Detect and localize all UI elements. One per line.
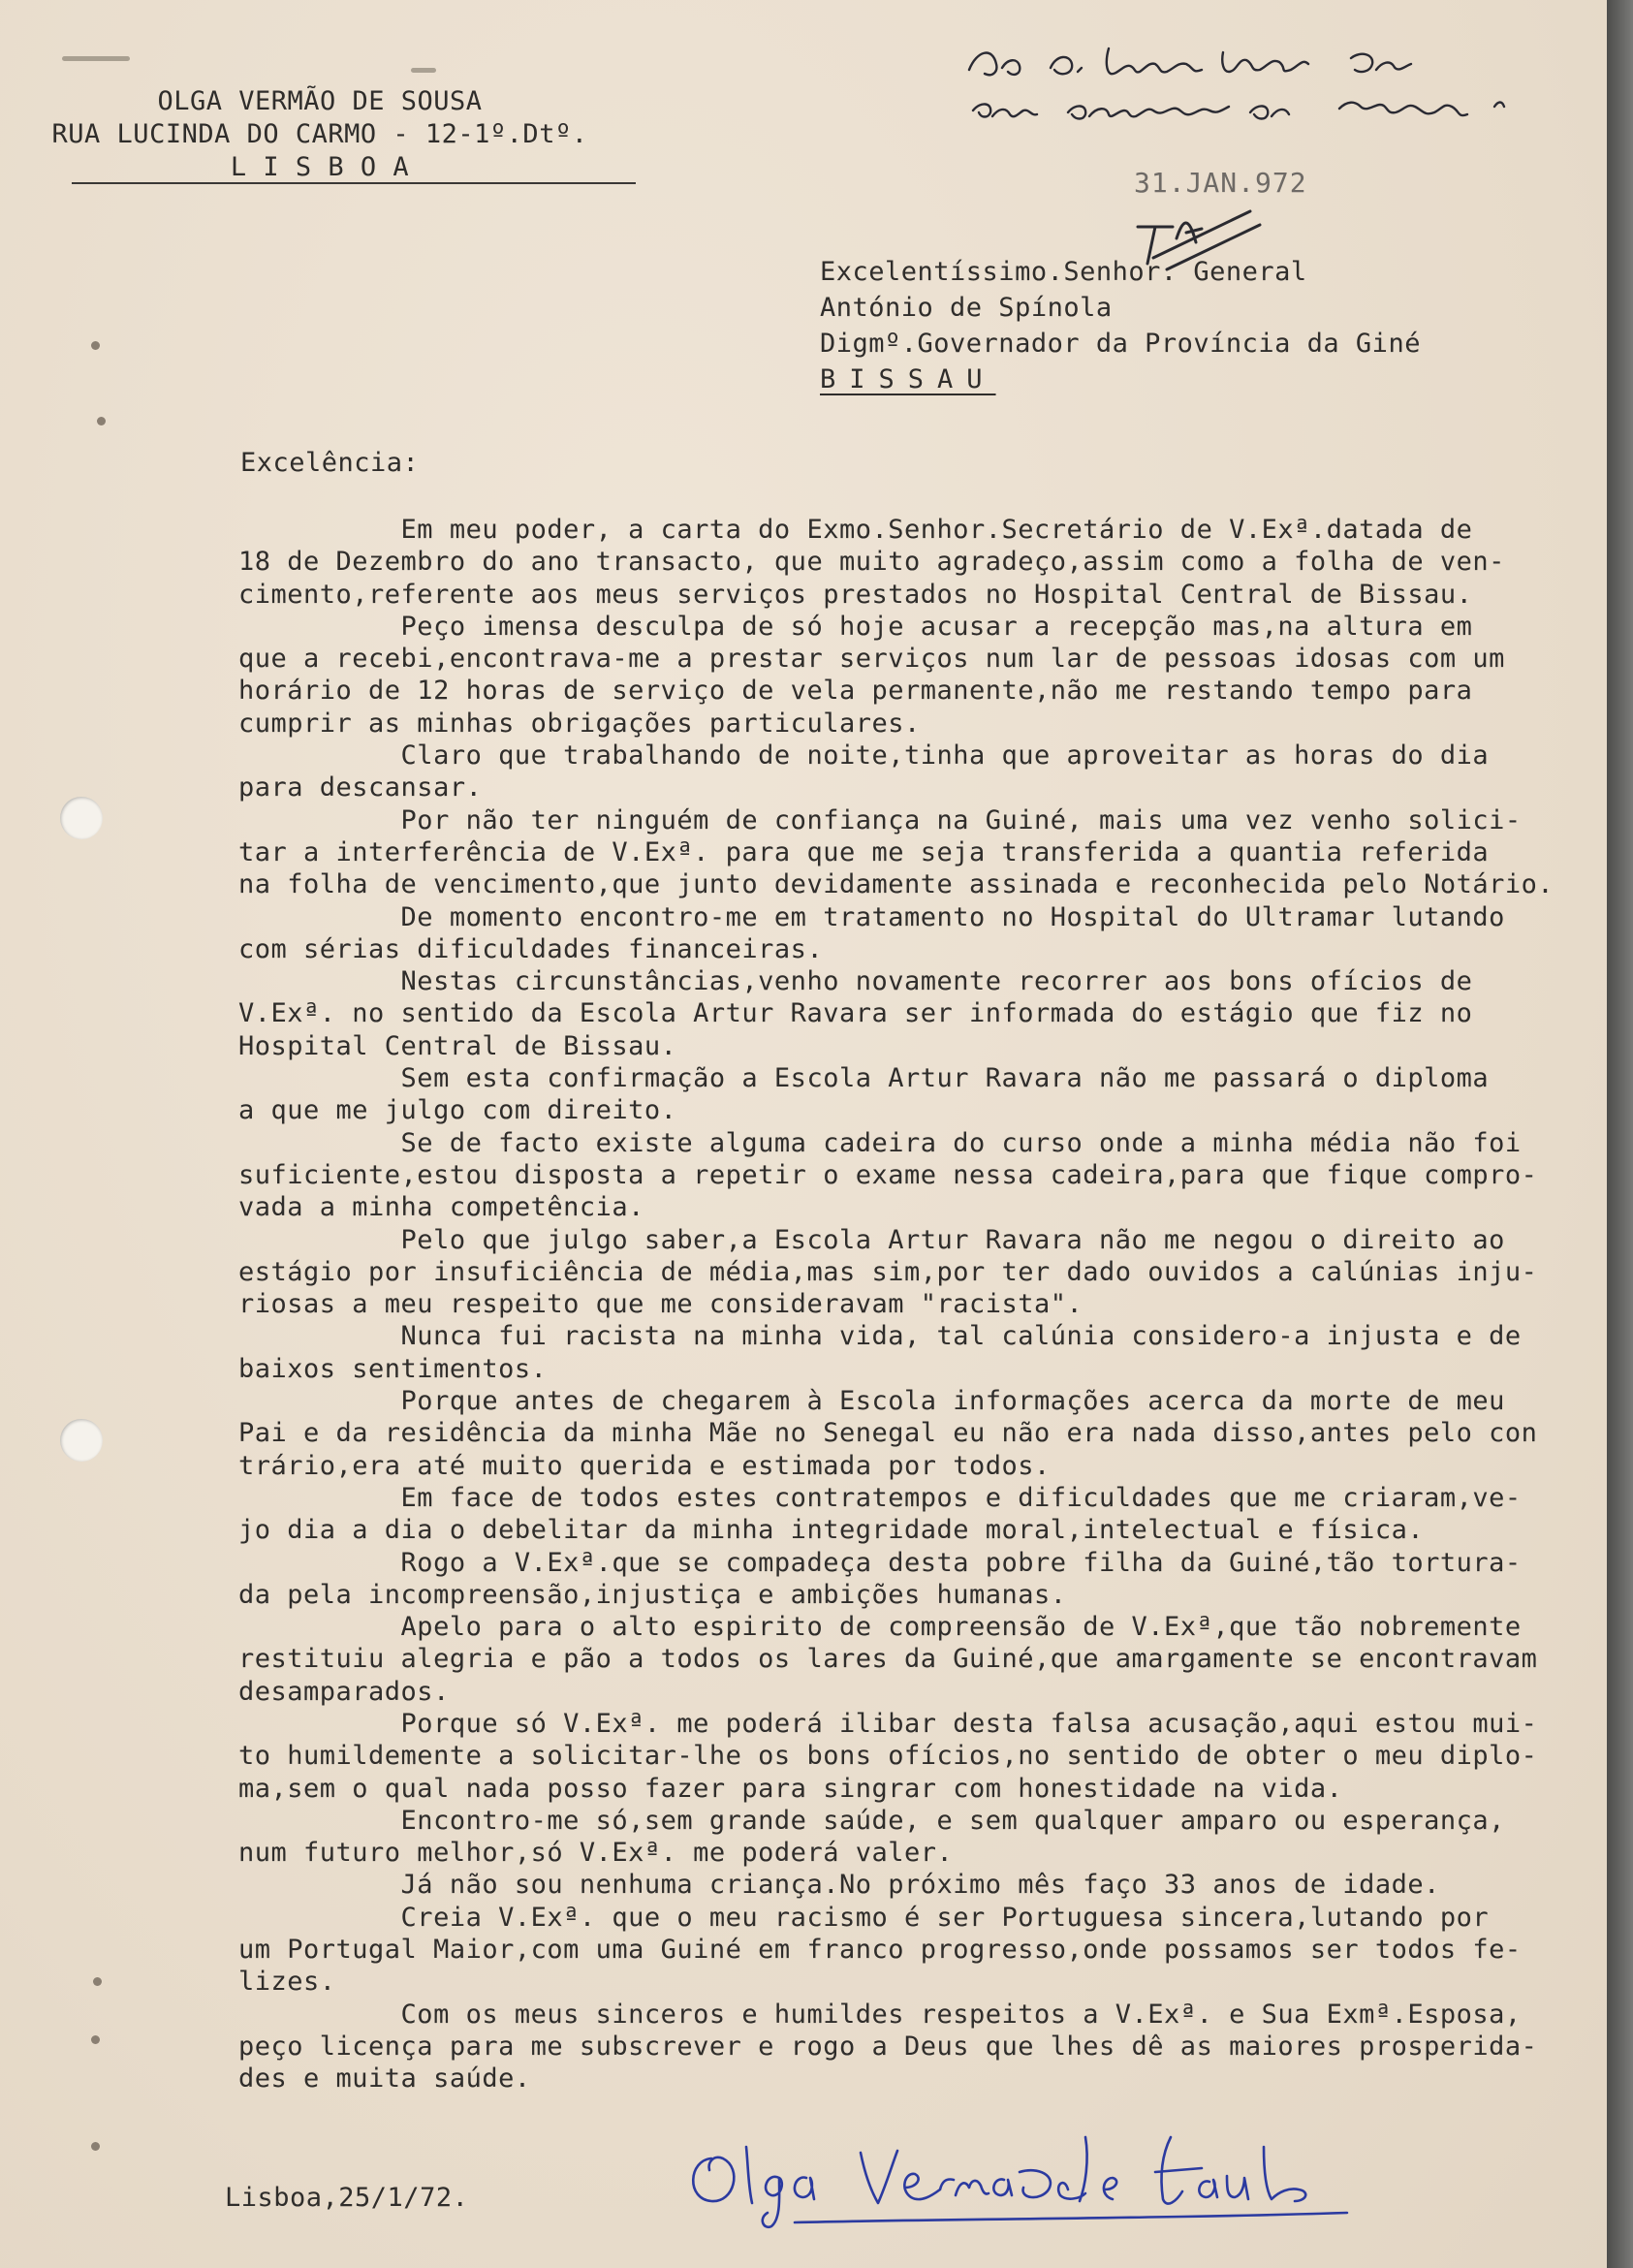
letter-line: Por não ter ninguém de confiança na Guiné, mais uma vez venho solici- (238, 804, 1522, 835)
letter-line: para descansar. (238, 772, 483, 803)
letter-line: Apelo para o alto espirito de compreensão de V.Exª,que tão nobremente (238, 1612, 1522, 1643)
recipient-city: BISSAU (820, 364, 996, 394)
letter-line: na folha de vencimento,que junto devidamente assinada e reconhecida pelo Notário. (238, 869, 1554, 900)
recipient-block (820, 254, 1421, 397)
letter-line: horário de 12 horas de serviço de vela permanente,não me restando tempo para (238, 676, 1473, 707)
letter-line: Porque só V.Exª. me poderá ilibar desta falsa acusação,aqui estou mui- (238, 1708, 1538, 1739)
recipient-title: Excelentíssimo.Senhor. General (820, 257, 1307, 287)
paper-smudge (62, 56, 130, 61)
letter-line: Pai e da residência da minha Mãe no Senegal eu não era nada disso,antes pelo con (238, 1418, 1538, 1449)
letter-line: cumprir as minhas obrigações particulares. (238, 708, 921, 739)
letter-line: da pela incompreensão,injustiça e ambições humanas. (238, 1579, 1067, 1610)
sender-underline (72, 182, 636, 184)
letter-line: Em face de todos estes contratempos e dificuldades que me criaram,ve- (238, 1482, 1522, 1513)
letter-line: peço licença para me subscrever e rogo a Deus que lhes dê as maiores prosperida- (238, 2031, 1538, 2062)
sender-block (0, 85, 640, 184)
salutation: Excelência: (240, 448, 420, 478)
letter-line: com sérias dificuldades financeiras. (238, 933, 824, 964)
letter-line: um Portugal Maior,com uma Guiné em franco progresso,onde possamos ser todos fe- (238, 1935, 1522, 1966)
handwritten-annotation-scribble (963, 29, 1584, 136)
letter-line: trário,era até muito querida e estimada por todos. (238, 1450, 1051, 1481)
letter-line: Nestas circunstâncias,venho novamente recorrer aos bons ofícios de (238, 966, 1473, 997)
letter-line: De momento encontro-me em tratamento no Hospital do Ultramar lutando (238, 901, 1505, 932)
letter-line: lizes. (238, 1967, 336, 1998)
handwritten-annotation (963, 29, 1584, 136)
letter-line: Em meu poder, a carta do Exmo.Senhor.Secretário de V.Exª.datada de (238, 515, 1473, 545)
scan-edge (1607, 0, 1633, 2268)
letter-line: Sem esta confirmação a Escola Artur Ravara não me passará o diploma (238, 1063, 1490, 1094)
staple-mark (97, 417, 106, 425)
letter-line: cimento,referente aos meus serviços prestados no Hospital Central de Bissau. (238, 579, 1473, 610)
letter-line: des e muita saúde. (238, 2063, 531, 2095)
letter-line: a que me julgo com direito. (238, 1095, 677, 1126)
letter-line: to humildemente a solicitar-lhe os bons ofícios,no sentido de obter o meu diplo- (238, 1741, 1538, 1772)
punch-hole (60, 1419, 103, 1462)
letter-line: Já não sou nenhuma criança.No próximo mês faço 33 anos de idade. (238, 1870, 1440, 1901)
sender-address: RUA LUCINDA DO CARMO - 12-1º.Dtº. (51, 119, 588, 149)
letter-line: ma,sem o qual nada posso fazer para singrar com honestidade na vida. (238, 1773, 1343, 1804)
letter-line: desamparados. (238, 1676, 450, 1707)
letter-line: num futuro melhor,só V.Exª. me poderá valer. (238, 1838, 954, 1869)
paper-smudge (411, 68, 436, 73)
letter-line: Peço imensa desculpa de só hoje acusar a recepção mas,na altura em (238, 611, 1473, 642)
letter-line: Nunca fui racista na minha vida, tal calúnia considero-a injusta e de (238, 1321, 1522, 1352)
punch-hole (60, 797, 103, 839)
letter-line: estágio por insuficiência de média,mas sim,por ter dado ouvidos a calúnias inju- (238, 1256, 1538, 1287)
letter-line: suficiente,estou disposta a repetir o exame nessa cadeira,para que fique compro- (238, 1159, 1538, 1190)
letter-line: tar a interferência de V.Exª. para que me seja transferida a quantia referida (238, 836, 1490, 867)
signature (678, 2118, 1376, 2234)
letter-line: Pelo que julgo saber,a Escola Artur Ravara não me negou o direito ao (238, 1224, 1505, 1255)
sender-city: L I S B O A (230, 152, 410, 182)
letter-line: Com os meus sinceros e humildes respeitos a V.Exª. e Sua Exmª.Esposa, (238, 1999, 1522, 2030)
letter-line: vada a minha competência. (238, 1192, 644, 1223)
letter-line: Claro que trabalhando de noite,tinha que aproveitar as horas do dia (238, 740, 1490, 772)
staple-mark (91, 341, 100, 350)
letter-line: V.Exª. no sentido da Escola Artur Ravara ser informada do estágio que fiz no (238, 998, 1473, 1029)
place-and-date: Lisboa,25/1/72. (225, 2183, 469, 2213)
letter-line: que a recebi,encontrava-me a prestar serviços num lar de pessoas idosas com um (238, 644, 1505, 675)
letter-line: baixos sentimentos. (238, 1353, 548, 1384)
letter-line: Se de facto existe alguma cadeira do curso onde a minha média não foi (238, 1127, 1522, 1158)
sender-name: OLGA VERMÃO DE SOUSA (157, 86, 483, 116)
date-stamp: 31.JAN.972 (1134, 167, 1307, 199)
letter-line: 18 de Dezembro do ano transacto, que muito agradeço,assim como a folha de ven- (238, 547, 1505, 578)
letter-body (238, 514, 1605, 2095)
initials-mark (1124, 204, 1270, 281)
staple-mark (91, 2142, 100, 2151)
recipient-name: António de Spínola (820, 293, 1113, 323)
letter-line: Rogo a V.Exª.que se compadeça desta pobre filha da Guiné,tão tortura- (238, 1547, 1522, 1578)
letter-line: Porque antes de chegarem à Escola informações acerca da morte de meu (238, 1386, 1505, 1417)
letter-line: Creia V.Exª. que o meu racismo é ser Portuguesa sincera,lutando por (238, 1902, 1490, 1933)
signature-scribble (678, 2118, 1376, 2234)
staple-mark (93, 1977, 102, 1986)
letter-line: riosas a meu respeito que me consideravam "racista". (238, 1289, 1083, 1320)
letter-line: restituiu alegria e pão a todos os lares da Guiné,que amargamente se encontravam (238, 1644, 1538, 1675)
staple-mark (91, 2035, 100, 2044)
letter-line: Hospital Central de Bissau. (238, 1030, 677, 1061)
recipient-position: Digmº.Governador da Província da Giné (820, 329, 1421, 359)
letter-line: Encontro-me só,sem grande saúde, e sem qualquer amparo ou esperança, (238, 1805, 1505, 1836)
letter-line: jo dia a dia o debelitar da minha integridade moral,intelectual e física. (238, 1515, 1425, 1546)
